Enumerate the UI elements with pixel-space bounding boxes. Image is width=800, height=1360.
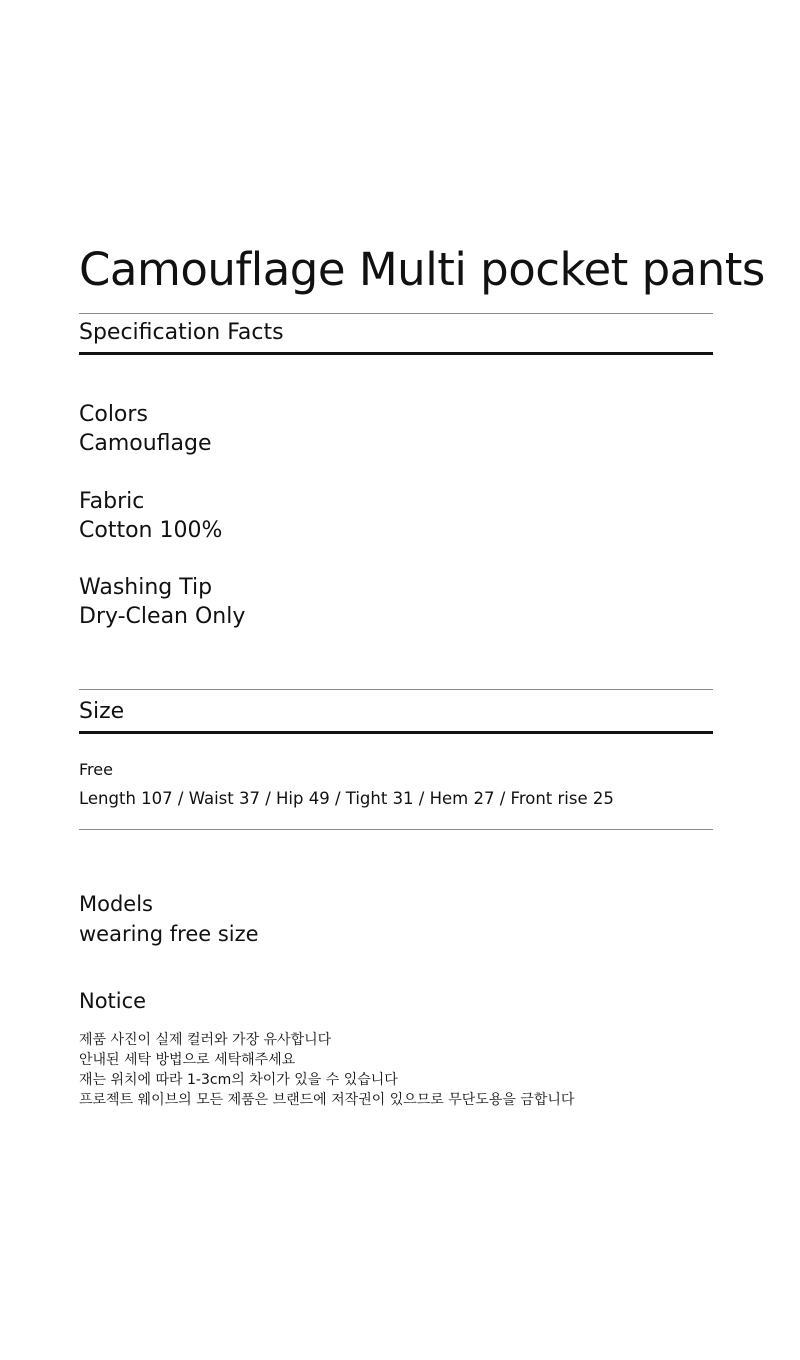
specification-heading: Specification Facts	[79, 320, 284, 345]
notice-label: Notice	[79, 989, 147, 1013]
spec-label-washing-tip: Washing Tip	[79, 575, 213, 600]
spec-value-washing-tip: Dry-Clean Only	[79, 604, 246, 629]
size-option: Free	[79, 760, 113, 779]
models-label: Models	[79, 892, 153, 916]
notice-line: 프로젝트 웨이브의 모든 제품은 브랜드에 저작권이 있으므로 무단도용을 금합니다	[79, 1092, 575, 1108]
divider	[79, 689, 713, 690]
notice-line: 제품 사진이 실제 컬러와 가장 유사합니다	[79, 1032, 332, 1048]
product-title: Camouflage Multi pocket pants	[79, 243, 765, 296]
spec-value-fabric: Cotton 100%	[79, 518, 223, 543]
spec-label-colors: Colors	[79, 402, 148, 427]
divider-thick	[79, 352, 713, 355]
divider-thick	[79, 731, 713, 734]
size-heading: Size	[79, 699, 125, 724]
size-measurements: Length 107 / Waist 37 / Hip 49 / Tight 31 / Hem 27 / Front rise 25	[79, 789, 614, 808]
notice-line: 안내된 세탁 방법으로 세탁해주세요	[79, 1052, 296, 1068]
notice-list	[79, 1030, 574, 1110]
notice-line: 재는 위치에 따라 1-3cm의 차이가 있을 수 있습니다	[79, 1072, 398, 1088]
spec-label-fabric: Fabric	[79, 489, 145, 514]
divider	[79, 829, 713, 830]
models-value: wearing free size	[79, 922, 259, 946]
spec-value-colors: Camouflage	[79, 431, 212, 456]
divider	[79, 313, 713, 314]
